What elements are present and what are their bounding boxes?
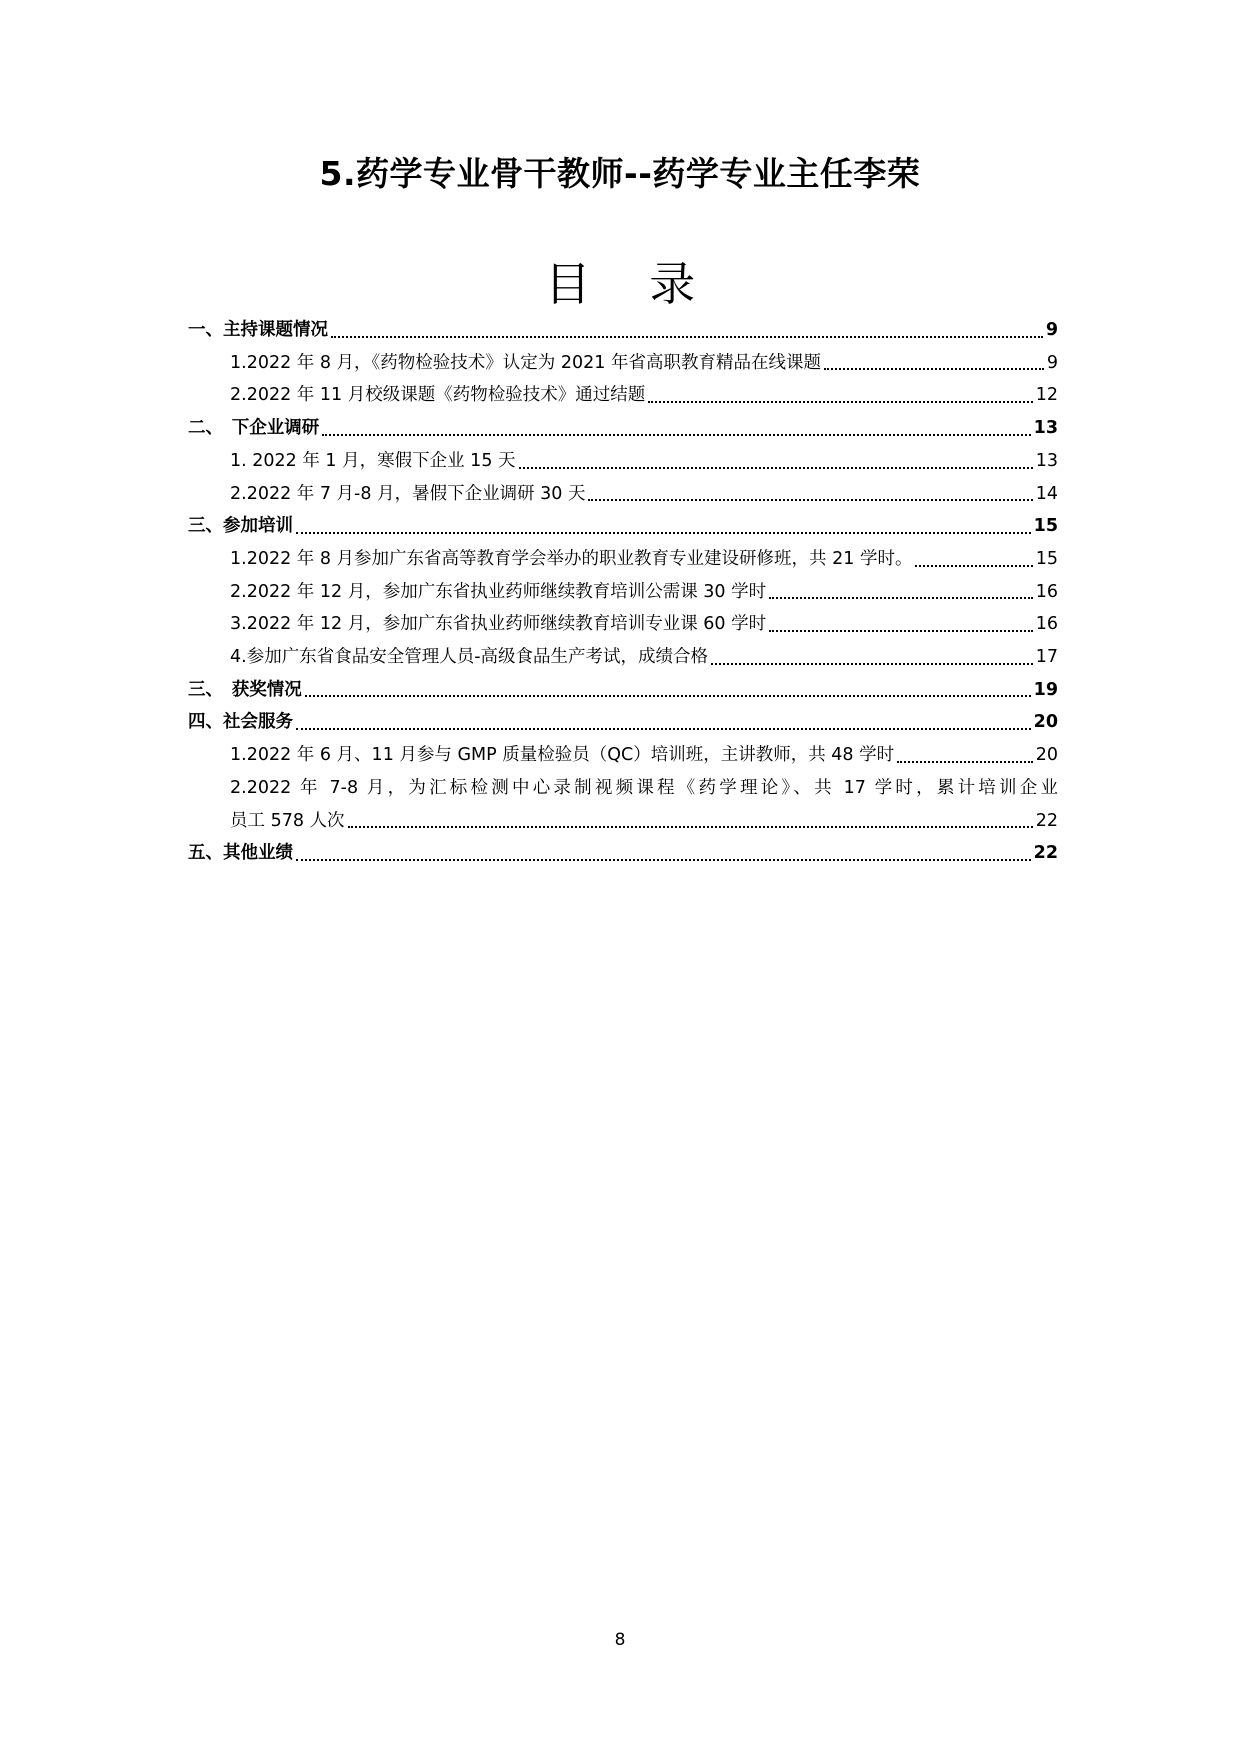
toc-entry[interactable] bbox=[188, 314, 1058, 347]
toc-page-number: 14 bbox=[1035, 483, 1058, 504]
dot-leader bbox=[824, 368, 1044, 370]
toc-entry-text: 三、参加培训 bbox=[188, 516, 293, 537]
dot-leader bbox=[331, 336, 1043, 338]
toc-page-number: 20 bbox=[1033, 712, 1058, 733]
dot-leader bbox=[519, 467, 1033, 469]
dot-leader bbox=[711, 663, 1033, 665]
toc-entry[interactable] bbox=[188, 445, 1058, 478]
toc-entry[interactable] bbox=[188, 543, 1058, 576]
toc-entry-text: 1.2022 年 6 月、11 月参与 GMP 质量检验员（QC）培训班，主讲教师，共 48 学时 bbox=[230, 745, 895, 766]
toc-entry-text: 1.2022 年 8 月，《药物检验技术》认定为 2021 年省高职教育精品在线课题 bbox=[230, 352, 821, 373]
toc-entry-text: 四、社会服务 bbox=[188, 712, 293, 733]
toc-entry-text: 2.2022 年 12 月，参加广东省执业药师继续教育培训公需课 30 学时 bbox=[230, 581, 767, 602]
toc-entry[interactable] bbox=[188, 347, 1058, 380]
dot-leader bbox=[769, 630, 1033, 632]
toc-entry-text: 二、 下企业调研 bbox=[188, 418, 320, 439]
toc-page-number: 13 bbox=[1033, 418, 1058, 439]
toc-entry-text: 1. 2022 年 1 月，寒假下企业 15 天 bbox=[230, 450, 516, 471]
toc-page-number: 9 bbox=[1046, 352, 1058, 373]
toc-entry[interactable] bbox=[188, 510, 1058, 543]
toc-entry[interactable] bbox=[188, 412, 1058, 445]
dot-leader bbox=[305, 695, 1031, 697]
toc-entry-text: 2.2022 年 7 月-8 月，暑假下企业调研 30 天 bbox=[230, 483, 586, 504]
toc-page-number: 16 bbox=[1035, 614, 1058, 635]
toc-entry-text: 3.2022 年 12 月，参加广东省执业药师继续教育培训专业课 60 学时 bbox=[230, 614, 767, 635]
toc-page-number: 22 bbox=[1033, 843, 1058, 864]
toc-page-number: 15 bbox=[1033, 516, 1058, 537]
toc-entry[interactable] bbox=[188, 576, 1058, 609]
toc-entry[interactable] bbox=[188, 772, 1058, 837]
dot-leader bbox=[915, 565, 1032, 567]
toc-entry[interactable] bbox=[188, 478, 1058, 511]
toc-entry[interactable] bbox=[188, 739, 1058, 772]
dot-leader bbox=[296, 859, 1031, 861]
dot-leader bbox=[588, 499, 1032, 501]
toc-entry-text-continued: 员工 578 人次 bbox=[230, 810, 345, 831]
toc-entry-text: 2.2022 年 7-8 月，为汇标检测中心录制视频课程《药学理论》、共 17 学时，累计培训企业 bbox=[230, 777, 1058, 798]
page-number: 8 bbox=[614, 1630, 626, 1650]
toc-page-number: 15 bbox=[1035, 548, 1058, 569]
dot-leader bbox=[322, 434, 1030, 436]
table-of-contents bbox=[188, 314, 1058, 870]
toc-entry-text: 五、其他业绩 bbox=[188, 843, 293, 864]
toc-entry[interactable] bbox=[188, 837, 1058, 870]
toc-entry[interactable] bbox=[188, 641, 1058, 674]
document-heading: 5.药学专业骨干教师--药学专业主任李荣 bbox=[319, 154, 921, 193]
toc-page-number: 19 bbox=[1033, 679, 1058, 700]
toc-entry-text: 2.2022 年 11 月校级课题《药物检验技术》通过结题 bbox=[230, 385, 646, 406]
toc-entry-text: 三、 获奖情况 bbox=[188, 679, 302, 700]
toc-page-number: 17 bbox=[1035, 647, 1058, 668]
toc-entry-text: 一、主持课题情况 bbox=[188, 320, 328, 340]
toc-page-number: 22 bbox=[1035, 810, 1058, 831]
toc-page-number: 12 bbox=[1035, 385, 1058, 406]
toc-entry-continuation bbox=[230, 805, 1058, 838]
toc-entry[interactable] bbox=[188, 608, 1058, 641]
toc-entry-text: 4.参加广东省食品安全管理人员-高级食品生产考试，成绩合格 bbox=[230, 647, 709, 668]
dot-leader bbox=[769, 597, 1033, 599]
toc-entry[interactable] bbox=[188, 379, 1058, 412]
toc-entry[interactable] bbox=[188, 706, 1058, 739]
toc-title: 目 录 bbox=[544, 257, 718, 311]
dot-leader bbox=[348, 826, 1033, 828]
toc-page-number: 20 bbox=[1035, 745, 1058, 766]
toc-entry-text: 1.2022 年 8 月参加广东省高等教育学会举办的职业教育专业建设研修班，共 21 学时。 bbox=[230, 548, 913, 569]
dot-leader bbox=[296, 728, 1031, 730]
dot-leader bbox=[648, 401, 1033, 403]
dot-leader bbox=[897, 761, 1033, 763]
toc-page-number: 16 bbox=[1035, 581, 1058, 602]
toc-page-number: 9 bbox=[1045, 320, 1058, 340]
toc-page-number: 13 bbox=[1035, 450, 1058, 471]
dot-leader bbox=[296, 532, 1031, 534]
toc-entry[interactable] bbox=[188, 674, 1058, 707]
